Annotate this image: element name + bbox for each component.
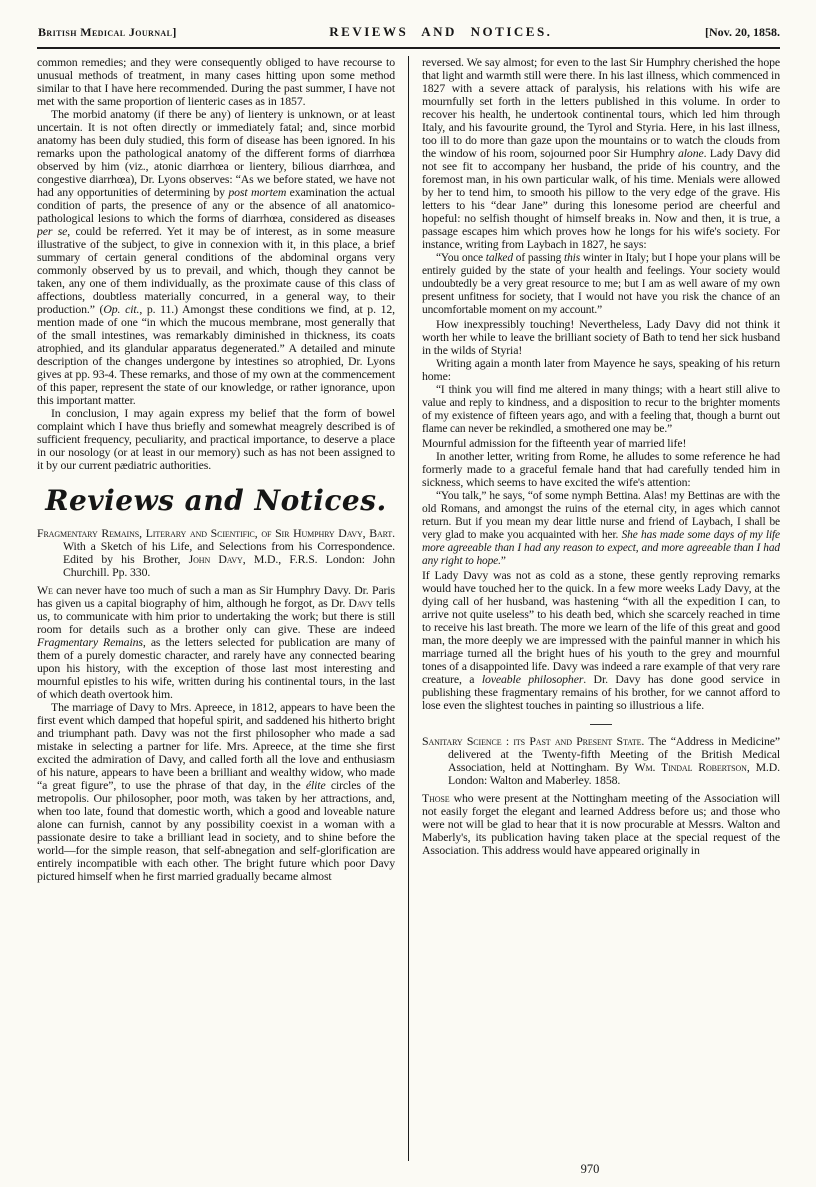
text-columns (37, 56, 780, 1161)
page-header (38, 24, 780, 40)
paragraph-davy-review-opening: We can never have too much of such a man as Sir Humphry Davy. Dr. Paris has given us a capital biography of him, although he forgot, as Dr. Davy tells us, to communicate with him prior to undertaking the work; but there is still room for details such as a brother only can give. These are indeed Fragmentary Remains, as the letters selected for publication are many of them of a purely domestic character, and rarely have any connected bearing upon his history, with the exception of those last most interesting and mournful epistles to his wife, written during his continental tours, in the last of which death overtook him. (37, 583, 396, 701)
quoted-letter-mayence: “I think you will find me altered in many things; with a heart still alive to value and reply to kindness, and a disposition to recur to the brighter moments of my existence of fifteen years ago, and with a feeling that, though a burnt out flame can never be rekindled, a smothered one may be.” (422, 384, 780, 435)
running-title: REVIEWS AND NOTICES. (329, 24, 553, 39)
paragraph-morbid-anatomy: The morbid anatomy (if there be any) of lientery is unknown, or at least uncertain. It is not often directly or immediately fatal; and, since morbid anatomy has been duly studied, this form of disease has been ignored. In his remarks upon the pathological anatomy of the different forms of diarrhœa observed by him (viz., atonic diarrhœa or lientery, bilious diarrhœa, and congestive diarrhœa), Dr. Lyons observes: “As we before stated, we have not had any opportunities of determining by post mortem examination the actual condition of parts, the presence of any or the absence of all anatomico-pathological lesions to which the forms of diarrhœa, considered as diseases per se, could be referred. Yet it may be of interest, as in some measure illustrative of the subject, to give in connexion with it, in this place, a brief summary of certain general conditions of the abdominal organs very commonly observed by us to prevail, and which, though they cannot be taken, any one of them individually, as the proximate cause of this class of affections, doubtless materially concurred, in a general way, to their production.” (Op. cit., p. 11.) Amongst these conditions we find, at p. 12, mention made of one “in which the mucous membrane, most generally that of the small intestines, was remarkably diminished in thickness, its coats atrophied, and its glandular apparatus degenerated.” A detailed and minute description of the changes undergone by intestines so atrophied, Dr. Lyons gives at pp. 93-4. These remarks, and those of my own at the commencement of this paper, represent the state of our knowledge, or rather ignorance, upon this important matter. (37, 107, 395, 407)
issue-date: [Nov. 20, 1858. (704, 25, 780, 39)
book-citation-davy: Fragmentary Remains, Literary and Scientific, of Sir Humphry Davy, Bart. With a Sketch of his Life, and Selections from his Correspondence. Edited by his Brother, John Davy, M.D., F.R.S. London: John Churchill. Pp. 330. (37, 526, 395, 579)
quoted-letter-laybach: “You once talked of passing this winter in Italy; but I hope your plans will be entirely guided by the state of your health and feelings. Your society would undoubtedly be a very great resource to me; but I am as well aware of my own present unfitness for society, that I would not have you risk the chance of an uncomfortable moment on my account.” (422, 252, 780, 316)
book-citation-sanitary-science: Sanitary Science : its Past and Present State. The “Address in Medicine” delivered at the Twenty-fifth Meeting of the British Medical Association, held at Nottingham. By Wm. Tindal Robertson, M.D. London: Walton and Maberley. 1858. (422, 734, 780, 787)
paragraph-reversed: reversed. We say almost; for even to the last Sir Humphry cherished the hope that light and warmth still were there. In his last illness, which commenced in 1827 with a severe attack of paralysis, his relations with his wife are mournfully set forth in the letters published in this volume. In order to recover his health, he undertook continental tours, which led him through Italy, and his favourite ground, the Tyrol and Styria. Here, in his last illness, too ill to do more than gaze upon the mountains or to watch the clouds from the window of his room, sojourned poor Sir Humphry alone. Lady Davy did not see fit to accompany her husband, the pride of his country, and the foremost man, in his own particular walk, of his time. Menials were allowed by her to tend him, to smooth his pillow to the very edge of the grave. His letters to his “dear Jane” during this lonesome period are cheerful and hopeful: no selfish thought of himself breaks in. Now and then, it is true, a passage escapes him which proves how he longs for his wife's society. For instance, writing from Laybach in 1827, he says: (422, 56, 780, 251)
section-separator-rule (590, 724, 612, 725)
paragraph-mournful-admission: Mournful admission for the fifteenth year of married life! (422, 436, 687, 450)
paragraph-continuation: common remedies; and they were consequently obliged to have recourse to unusual methods of treatment, in many cases hitting upon some method similar to that I have here recommended. During the past summer, I have not met with the same proportion of lienteric cases as in 1857. (37, 56, 395, 108)
paragraph-sanitary-review-opening: Those who were present at the Nottingham meeting of the Association will not easily forget the elegant and learned Address before us; and those who were not will be glad to hear that it is now procurable at Messrs. Walton and Maberly's, its publication having taken place at the special request of the Association. This address would have appeared originally in (422, 791, 780, 857)
right-column (409, 56, 780, 1161)
header-rule (37, 47, 780, 49)
paragraph-conclusion: In conclusion, I may again express my belief that the form of bowel complaint which I have thus briefly and somewhat meagrely described is of sufficient frequency, peculiarity, and practical importance, to deserve a place in our nosology (or at least in our memory) such as has not been assigned to it by our current pædiatric authorities. (37, 406, 395, 472)
journal-name: British Medical Journal] (38, 25, 177, 39)
paragraph-davy-marriage: The marriage of Davy to Mrs. Apreece, in 1812, appears to have been the first event which damped that hopeful spirit, and saddened his hitherto bright and triumphant path. Davy was not the first philosopher who made a sad mistake in selecting a partner for life. Mrs. Apreece, at the time she first excited the admiration of Davy, and called forth all the love and enthusiasm of his nature, appears to have been a brilliant and wealthy widow, who made “a great figure”, to use the phrase of that day, in the élite circles of the metropolis. Our philosopher, poor moth, was taken by her attractions, and, when too late, found that domestic worth, which a good and loveable nature alone can furnish, cannot by any possibility coexist in a woman with a passionate desire to take a brilliant lead in society, and to shine before the world—for the simple reason, that self-abnegation and self-glorification are entirely incompatible with each other. The bright future which poor Davy pictured himself when he first married gradually became almost (37, 700, 395, 883)
paragraph-another-letter: In another letter, writing from Rome, he alludes to some reference he had formerly made to a graceful female hand that had carefully tended him in sickness, which seems to have excited the wife's attention: (422, 449, 780, 489)
page-number: 970 (580, 1162, 600, 1176)
paragraph-lady-davy-closing: If Lady Davy was not as cold as a stone, these gently reproving remarks would have touched her to the quick. In a few more weeks Lady Davy, at the dying call of her husband, was hastening “with all the expedition I can, to arrive not quite useless” to his death bed, which she scarcely reached in time to receive his last breath. The more we learn of the life of this great and good man, the more deeply we are impressed with the painful manner in which his marriage turned all the bright hues of his youth to the grey and mournful tones of a disappointed life. Davy was indeed a rare example of that very rare creature, a loveable philosopher. Dr. Davy has done good service in publishing these fragmentary remains of his brother, for we cannot afford to lose even the slightest touches in painting so illustrious a life. (422, 568, 780, 712)
paragraph-writing-again: Writing again a month later from Mayence he says, speaking of his return home: (422, 356, 780, 383)
quoted-letter-rome: “You talk,” he says, “of some nymph Bettina. Alas! my Bettinas are with the old Romans, and amongst the ruins of the eternal city, in ages which cannot return. But if you mean my dear little nurse and friend of Laybach, I shall be very glad to make you acquainted with her. She has made some days of my life more agreeable than I had any reason to expect, and more agreeable than I had any right to hope.” (422, 490, 780, 567)
left-column (37, 56, 408, 1161)
paragraph-touching: How inexpressibly touching! Nevertheless, Lady Davy did not think it worth her while to leave the brilliant society of Bath to tend her sick husband in the wilds of Styria! (422, 317, 780, 357)
section-heading-reviews-and-notices: Reviews and Notices. (45, 484, 387, 517)
